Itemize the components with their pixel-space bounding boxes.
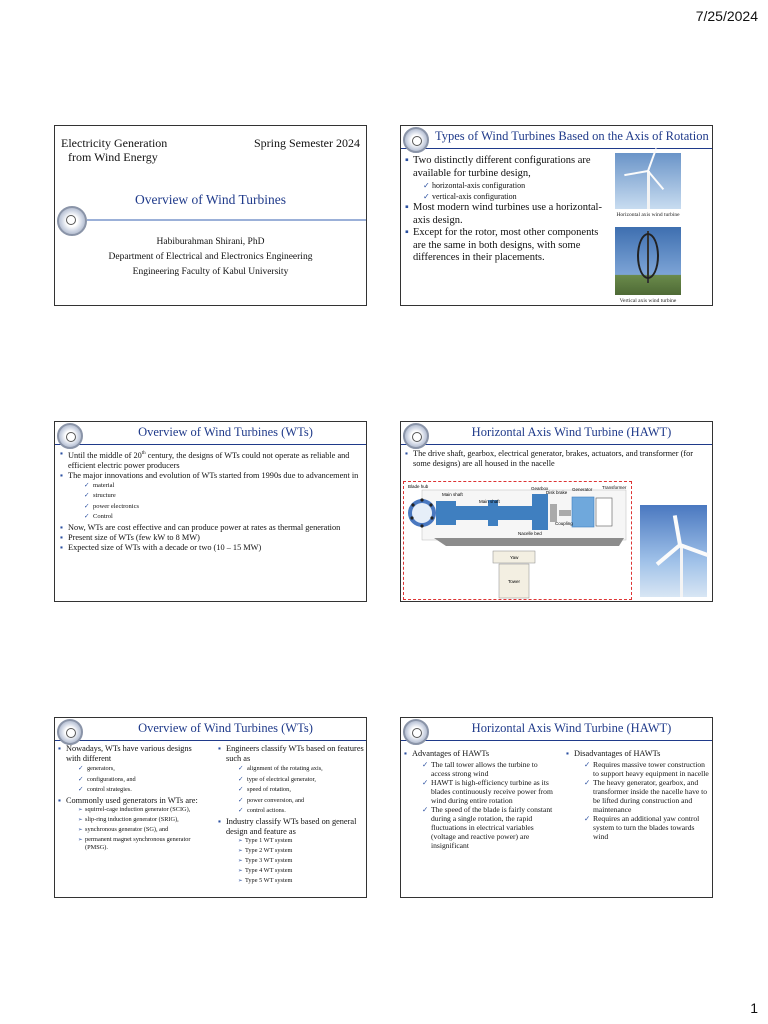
label-coupling: Coupling xyxy=(555,521,573,526)
sub-item: ✓ HAWT is high-efficiency turbine as its blades continuously receive power from wind during entire rotation xyxy=(422,778,554,805)
slide-body xyxy=(405,449,706,469)
sub-item: ✓ power conversion, and xyxy=(238,796,364,807)
sub-item: ✓ control strategies. xyxy=(78,785,208,796)
slide-title: Overview of Wind Turbines (WTs) xyxy=(138,721,313,735)
slide-2 xyxy=(400,125,713,306)
bullet: ▪ The major innovations and evolution of WTs started from 1990s due to advancement in ✓ material ✓ structure ✓ power electronics ✓ Control xyxy=(60,471,360,523)
sub-item: ✓ power electronics xyxy=(84,502,360,513)
sub-item: ➢ Type 4 WT system xyxy=(238,867,364,875)
label-yaw: Yaw xyxy=(510,555,519,560)
slide-body xyxy=(60,449,360,553)
university-seal-icon xyxy=(57,423,83,449)
title-divider xyxy=(87,219,366,221)
label-main-shaft-2: Main shaft xyxy=(479,499,500,504)
university-seal-icon xyxy=(403,719,429,745)
slide-body xyxy=(405,155,610,265)
slide-header xyxy=(401,126,712,149)
slide-title: Types of Wind Turbines Based on the Axis of Rotation xyxy=(435,129,709,143)
course-line-2: from Wind Energy xyxy=(68,150,158,164)
slide-4 xyxy=(400,421,713,602)
page-date: 7/25/2024 xyxy=(695,8,758,24)
slide-1 xyxy=(54,125,367,306)
author-block xyxy=(55,235,366,280)
sub-item: ✓ configurations, and xyxy=(78,775,208,786)
sub-item: ✓ structure xyxy=(84,491,360,502)
bullet: ▪ Commonly used generators in WTs are: ➢ squirrel-cage induction generator (SCIG), ➢ slip-ring induction generator (SRIG), ➢ synchronous generator (SG), and ➢ permanent magnet synchronous generator (PMSG). xyxy=(58,796,208,852)
page-number: 1 xyxy=(750,1000,758,1016)
bullet: ▪ Until the middle of 20th century, the designs of WTs could not operate as reliable and efficient electric power producers xyxy=(60,449,360,471)
sub-item: ✓ alignment of the rotating axis, xyxy=(238,764,364,775)
slide-title: Horizontal Axis Wind Turbine (HAWT) xyxy=(471,425,672,439)
sub-item: ✓ material xyxy=(84,481,360,492)
image-caption: Vertical axis wind turbine xyxy=(619,298,677,304)
right-column xyxy=(218,744,364,887)
slide-header xyxy=(55,422,366,445)
sub-item: ➢ slip-ring induction generator (SRIG), xyxy=(78,816,208,824)
sub-item: ✓ vertical-axis configuration xyxy=(423,191,610,202)
university-seal-icon xyxy=(57,719,83,745)
bullet: ▪ Disadvantages of HAWTs ✓ Requires massive tower construction to support heavy equipment in nacelle ✓ The heavy generator, gearbox, and transformer inside the nacelle have to be lifted during construction and maintenance ✓ Requires an additional yaw control system to turn the blades towards wind xyxy=(566,749,711,841)
nacelle-diagram xyxy=(404,482,631,599)
author-name: Habiburahman Shirani, PhD xyxy=(156,237,265,247)
slide-title: Overview of Wind Turbines xyxy=(134,192,287,207)
slide-header xyxy=(401,718,712,741)
bullet: ▪ Except for the rotor, most other components are the same in both designs, with some differences in their placements. xyxy=(405,227,610,265)
bullet: ▪ Most modern wind turbines use a horizontal-axis design. xyxy=(405,202,610,227)
sub-item: ➢ squirrel-cage induction generator (SCIG), xyxy=(78,806,208,814)
slide-title: Horizontal Axis Wind Turbine (HAWT) xyxy=(471,721,672,735)
left-column xyxy=(58,744,208,854)
slide-header xyxy=(401,422,712,445)
sub-item: ✓ Control xyxy=(84,512,360,523)
bullet: ▪ Engineers classify WTs based on features such as ✓ alignment of the rotating axis, ✓ type of electrical generator, ✓ speed of rotation, ✓ power conversion, and ✓ control actions. xyxy=(218,744,364,817)
label-nacelle-bed: Nacelle bed xyxy=(518,531,542,536)
sub-item: ➢ synchronous generator (SG), and xyxy=(78,826,208,834)
bullet: ▪ Expected size of WTs with a decade or two (10 – 15 MW) xyxy=(60,543,360,553)
label-transformer: Transformer xyxy=(602,485,627,490)
turbine-photo xyxy=(640,505,707,597)
sub-item: ✓ control actions. xyxy=(238,806,364,817)
sub-item: ➢ Type 3 WT system xyxy=(238,857,364,865)
slide-3 xyxy=(54,421,367,602)
label-gearbox: Gearbox xyxy=(531,486,549,491)
slide-header xyxy=(55,718,366,741)
bullet: ▪ Present size of WTs (few kW to 8 MW) xyxy=(60,533,360,543)
sub-item: ✓ Requires an additional yaw control system to turn the blades towards wind xyxy=(584,814,711,841)
bullet: ▪ Two distinctly different configurations are available for turbine design, ✓ horizontal-axis configuration ✓ vertical-axis configuration xyxy=(405,155,610,202)
bullet: ▪ Industry classify WTs based on general design and feature as ➢ Type 1 WT system ➢ Type 2 WT system ➢ Type 3 WT system ➢ Type 4 WT system ➢ Type 5 WT system xyxy=(218,817,364,885)
bullet: ▪ Nowadays, WTs have various designs with different ✓ generators, ✓ configurations, and ✓ control strategies. xyxy=(58,744,208,796)
sub-item: ✓ The speed of the blade is fairly constant during a single rotation, the rapid fluctuations in electrical variables (voltage and reactive power) are insignificant xyxy=(422,805,554,850)
label-tower: Tower xyxy=(508,579,521,584)
slide-title: Overview of Wind Turbines (WTs) xyxy=(138,425,313,439)
sub-item: ✓ generators, xyxy=(78,764,208,775)
university-seal-icon xyxy=(403,423,429,449)
sub-item: ✓ horizontal-axis configuration xyxy=(423,180,610,191)
sub-item: ✓ Requires massive tower construction to support heavy equipment in nacelle xyxy=(584,760,711,778)
slide-6 xyxy=(400,717,713,898)
sub-item: ✓ The heavy generator, gearbox, and transformer inside the nacelle have to be lifted during construction and maintenance xyxy=(584,778,711,814)
sub-item: ➢ Type 2 WT system xyxy=(238,847,364,855)
sub-item: ➢ Type 1 WT system xyxy=(238,837,364,845)
label-blade-hub: Blade hub xyxy=(408,484,429,489)
bullet: ▪ Now, WTs are cost effective and can produce power at rates as thermal generation xyxy=(60,523,360,533)
label-disk-brake: Disk brake xyxy=(546,490,568,495)
course-line-1: Electricity Generation xyxy=(61,136,168,150)
label-generator: Generator xyxy=(572,487,593,492)
semester-label: Spring Semester 2024 xyxy=(254,136,360,150)
sub-item: ✓ speed of rotation, xyxy=(238,785,364,796)
vertical-turbine-image xyxy=(615,227,681,295)
slide-5 xyxy=(54,717,367,898)
course-name xyxy=(61,136,167,164)
label-main-shaft: Main shaft xyxy=(442,492,463,497)
department-name: Department of Electrical and Electronics Engineering xyxy=(108,252,313,262)
university-seal-icon xyxy=(57,206,87,236)
bullet: ▪ Advantages of HAWTs ✓ The tall tower allows the turbine to access strong wind ✓ HAWT is high-efficiency turbine as its blades continuously receive power from wind during entire rotation ✓ The speed of the blade is fairly constant during a single rotation, the rapid fluctuations in electrical variables (voltage and reactive power) are insignificant xyxy=(404,749,554,850)
disadvantages-column xyxy=(566,749,711,841)
sub-item: ➢ Type 5 WT system xyxy=(238,877,364,885)
horizontal-turbine-image xyxy=(615,153,681,209)
sub-item: ✓ The tall tower allows the turbine to access strong wind xyxy=(422,760,554,778)
nacelle-diagram-frame xyxy=(403,481,632,600)
university-seal-icon xyxy=(403,127,429,153)
sub-item: ➢ permanent magnet synchronous generator (PMSG). xyxy=(78,836,208,852)
advantages-column xyxy=(404,749,554,850)
faculty-name: Engineering Faculty of Kabul University xyxy=(132,267,289,277)
image-caption: Horizontal axis wind turbine xyxy=(616,212,680,218)
sub-item: ✓ type of electrical generator, xyxy=(238,775,364,786)
bullet: ▪ The drive shaft, gearbox, electrical generator, brakes, actuators, and transformer (for some designs) are all housed in the nacelle xyxy=(405,449,706,469)
